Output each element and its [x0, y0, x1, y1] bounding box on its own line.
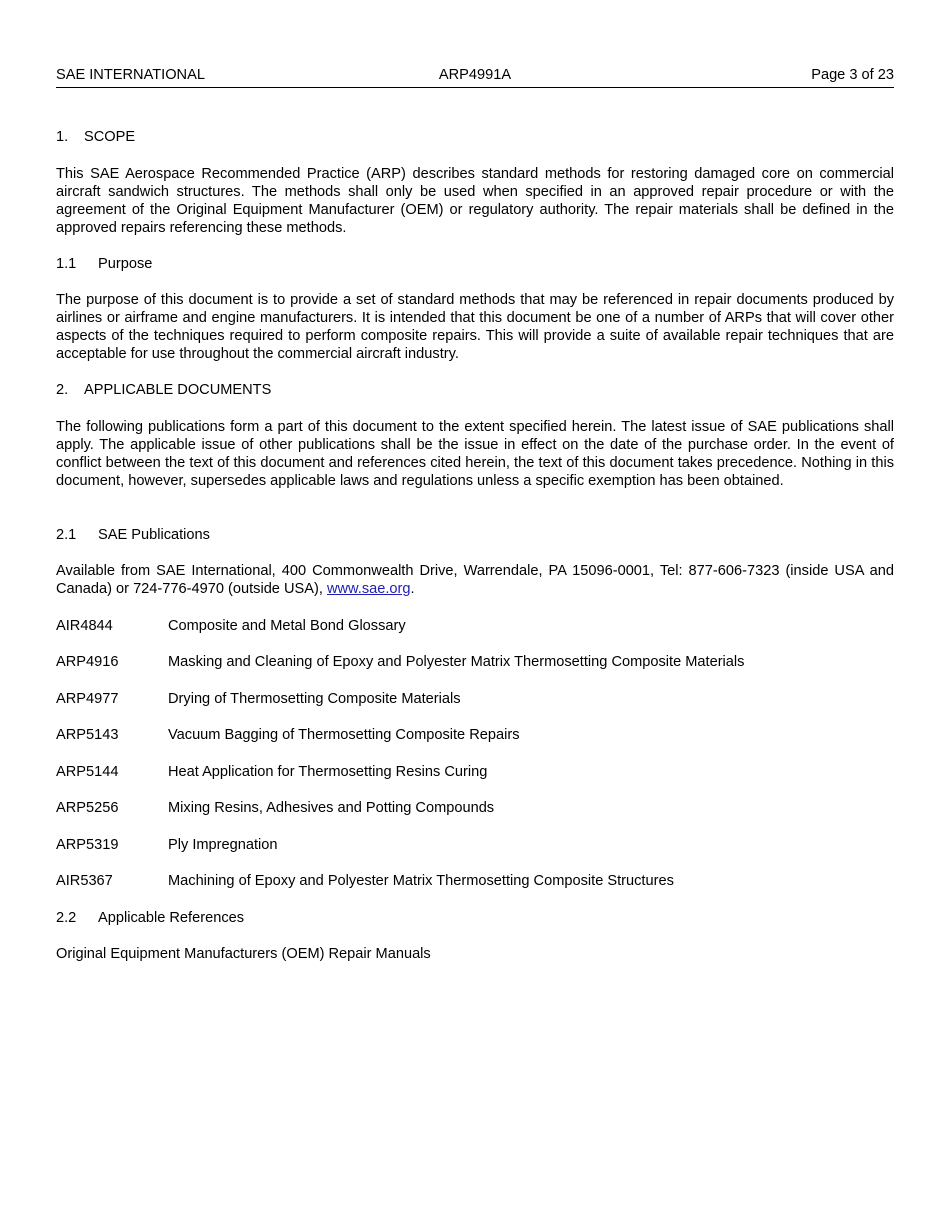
reference-title: Vacuum Bagging of Thermosetting Composite Repairs	[168, 727, 520, 743]
header-doc-id: ARP4991A	[438, 67, 512, 83]
section-title: SAE Publications	[98, 527, 210, 543]
section-heading-scope	[56, 128, 894, 146]
section-number: 2.2	[56, 910, 77, 926]
section-number: 2.1	[56, 527, 77, 543]
availability-text-end: .	[410, 581, 415, 597]
sae-website-link[interactable]: www.sae.org	[326, 581, 411, 597]
reference-code: AIR5367	[56, 873, 113, 889]
reference-title: Composite and Metal Bond Glossary	[168, 618, 406, 634]
section-number: 1.1	[56, 256, 77, 272]
section-title: APPLICABLE DOCUMENTS	[84, 382, 272, 398]
reference-row	[56, 872, 894, 890]
page-header	[56, 67, 894, 88]
header-page-number: Page 3 of 23	[811, 67, 894, 83]
reference-title: Heat Application for Thermosetting Resins Curing	[168, 764, 488, 780]
section-heading-sae-publications	[56, 526, 894, 544]
availability-text: Available from SAE International, 400 Commonwealth Drive, Warrendale, PA 15096-0001, Tel: 877-606-7323 (inside USA and Canada) or 724-776-4970 (outside USA),	[56, 563, 894, 597]
section-title: SCOPE	[84, 129, 136, 145]
section-title: Applicable References	[98, 910, 245, 926]
section-heading-purpose	[56, 255, 894, 273]
reference-row	[56, 726, 894, 744]
reference-row	[56, 653, 894, 671]
reference-code: ARP4916	[56, 654, 119, 670]
reference-code: ARP4977	[56, 691, 119, 707]
reference-code: AIR4844	[56, 618, 113, 634]
purpose-paragraph: The purpose of this document is to provide a set of standard methods that may be referenced in repair documents produced by airlines or airframe and engine manufacturers. It is intended that this document be one of a number of ARPs that will cover other aspects of the techniques required to perform composite repairs. This will provide a suite of available repair techniques that are acceptable for use throughout the commercial aircraft industry.	[56, 292, 894, 362]
applicable-references-paragraph: Original Equipment Manufacturers (OEM) Repair Manuals	[56, 946, 431, 962]
reference-title: Mixing Resins, Adhesives and Potting Compounds	[168, 800, 495, 816]
reference-title: Masking and Cleaning of Epoxy and Polyester Matrix Thermosetting Composite Materials	[168, 654, 745, 670]
reference-row	[56, 763, 894, 781]
reference-row	[56, 799, 894, 817]
reference-row	[56, 690, 894, 708]
reference-title: Drying of Thermosetting Composite Materials	[168, 691, 461, 707]
header-org: SAE INTERNATIONAL	[56, 67, 205, 83]
sae-publications-paragraph	[56, 562, 894, 598]
section-title: Purpose	[98, 256, 153, 272]
reference-code: ARP5319	[56, 837, 119, 853]
reference-code: ARP5144	[56, 764, 119, 780]
section-number: 2.	[56, 382, 69, 398]
reference-row	[56, 836, 894, 854]
section-heading-applicable-documents	[56, 381, 894, 399]
section-heading-applicable-references	[56, 909, 894, 927]
reference-row	[56, 617, 894, 635]
section-number: 1.	[56, 129, 69, 145]
scope-paragraph: This SAE Aerospace Recommended Practice (ARP) describes standard methods for restoring damaged core on commercial aircraft sandwich structures. The methods shall only be used when specified in an approved repair procedure or with the agreement of the Original Equipment Manufacturer (OEM) or regulatory authority. The repair materials shall be defined in the approved repairs referencing these methods.	[56, 166, 894, 236]
reference-title: Machining of Epoxy and Polyester Matrix Thermosetting Composite Structures	[168, 873, 674, 889]
reference-code: ARP5143	[56, 727, 119, 743]
reference-title: Ply Impregnation	[168, 837, 278, 853]
applicable-documents-paragraph: The following publications form a part of this document to the extent specified herein. The latest issue of SAE publications shall apply. The applicable issue of other publications shall be the issue in effect on the date of the purchase order. In the event of conflict between the text of this document and references cited herein, the text of this document takes precedence. Nothing in this document, however, supersedes applicable laws and regulations unless a specific exemption has been obtained.	[56, 419, 894, 489]
reference-code: ARP5256	[56, 800, 119, 816]
